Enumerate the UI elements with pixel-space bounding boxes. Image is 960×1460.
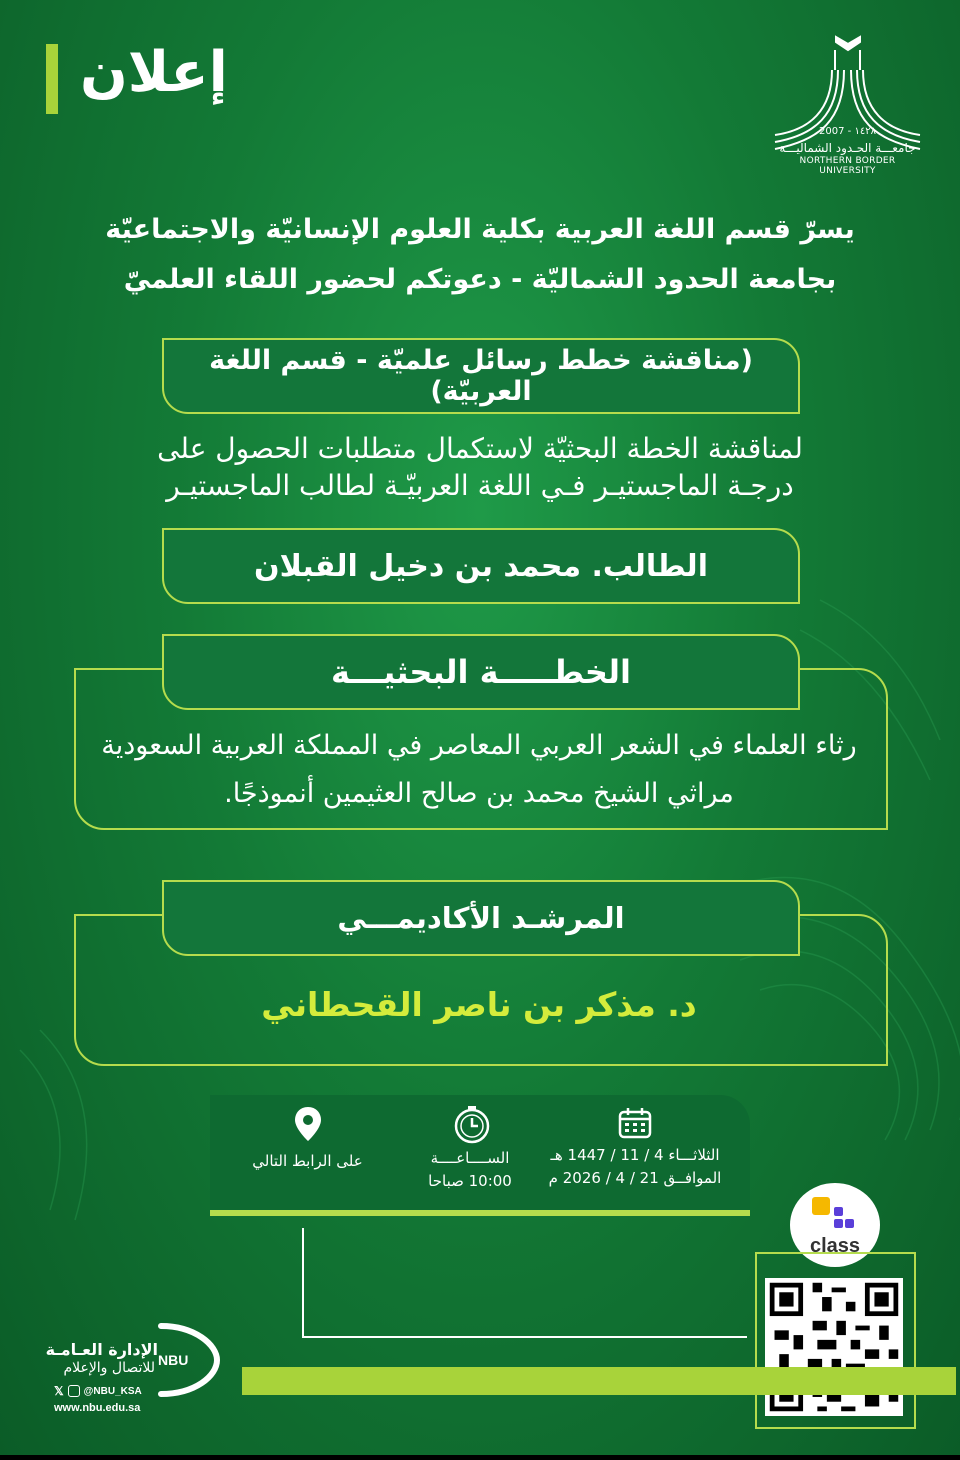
event-title: (مناقشة خطط رسائل علميّة - قسم اللغة العربيّة) (209, 345, 753, 407)
university-name-ar: جامعـــة الحـدود الشماليـــة (779, 141, 916, 155)
class-badge-label: class (809, 1235, 861, 1257)
time-label: الســــاعــــة (430, 1149, 510, 1167)
intro-line-1: يسرّ قسم اللغة العربية بكلية العلوم الإنسانيّة والاجتماعيّة (105, 214, 855, 245)
connector-line-horizontal (302, 1336, 747, 1338)
university-years: 2007 - ١٤٢٨ (819, 126, 876, 137)
advisor-heading-box (162, 880, 800, 956)
advisor-name: د. مذكر بن ناصر القحطاني (261, 985, 697, 1024)
plan-line-1: رثاء العلماء في الشعر العربي المعاصر في المملكة العربية السعودية (101, 730, 857, 761)
dept-line-2: للاتصال والإعلام (63, 1360, 155, 1376)
bottom-edge (0, 1455, 960, 1460)
page-title: إعلان (80, 40, 228, 105)
instagram-icon[interactable] (68, 1385, 80, 1397)
student-box (162, 528, 800, 604)
dept-line-1: الإدارة العـامـة (45, 1340, 158, 1359)
social-handle[interactable]: @NBU_KSA (83, 1385, 142, 1397)
title-accent-bar (46, 44, 58, 114)
plan-line-2: مراثي الشيخ محمد بن صالح العثيمين أنموذجًا. (224, 778, 734, 809)
date-info (532, 1144, 738, 1190)
intro-line-2: بجامعة الحدود الشماليّة - دعوتكم لحضور اللقاء العلميّ (123, 264, 837, 295)
date-hijri: الثلاثـــاء 4 / 11 / 1447 هـ (550, 1146, 720, 1164)
clock-icon (452, 1105, 492, 1145)
date-gregorian: الموافــق 21 / 4 / 2026 م (548, 1169, 722, 1187)
event-details-panel (210, 1095, 750, 1216)
location-info: على الرابط التالي (252, 1152, 363, 1170)
advisor-heading: المرشـد الأكاديمـــي (337, 901, 625, 935)
plan-heading-box (162, 634, 800, 710)
description-line-2: درجـة الماجستيـر فـي اللغة العربيّـة لطالب الماجستيـر (166, 469, 794, 502)
university-name-en: NORTHERN BORDER UNIVERSITY (799, 156, 896, 176)
website-link[interactable]: www.nbu.edu.sa (54, 1402, 141, 1414)
x-logo-icon[interactable]: 𝕏 (54, 1384, 64, 1398)
qr-code-icon[interactable] (765, 1278, 903, 1416)
plan-heading: الخطـــــة البحثيـــة (331, 653, 631, 691)
social-row (54, 1384, 142, 1398)
time-value: 10:00 صباحا (428, 1172, 512, 1190)
student-name: الطالب. محمد بن دخيل القبلان (254, 548, 708, 584)
footer-accent-bar (242, 1367, 956, 1395)
calendar-icon (618, 1107, 652, 1139)
description-line-1: لمناقشة الخطة البحثيّة لاستكمال متطلبات الحصول على (157, 432, 803, 465)
connector-line-vertical (302, 1228, 304, 1338)
event-title-box (162, 338, 800, 414)
time-info (400, 1147, 540, 1193)
location-pin-icon (293, 1105, 323, 1143)
class-logo-icon (810, 1195, 854, 1235)
nbu-label: NBU (158, 1352, 189, 1368)
